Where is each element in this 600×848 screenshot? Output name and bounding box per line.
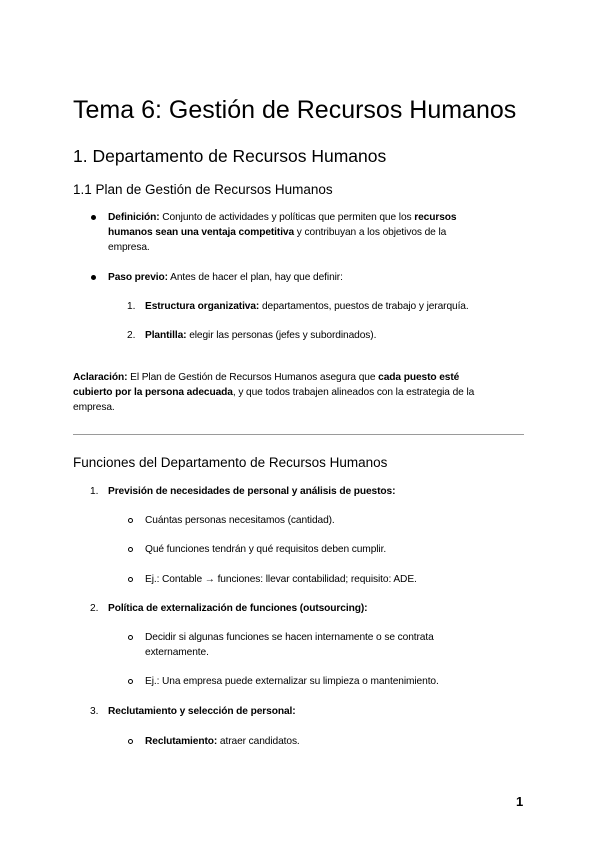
item-text: departamentos, puestos de trabajo y jerarquía. xyxy=(259,301,469,312)
note-label: Aclaración: xyxy=(73,372,128,383)
function-label: Previsión de necesidades de personal y análisis de puestos: xyxy=(108,486,396,497)
note-bold: cada puesto esté xyxy=(378,372,460,383)
list-marker: 1. xyxy=(127,301,136,312)
definition-bold: recursos xyxy=(414,212,457,223)
bullet-dot xyxy=(91,215,96,220)
sub-item: Decidir si algunas funciones se hacen internamente o se contrata xyxy=(145,632,434,643)
function-item xyxy=(108,601,367,616)
function-label: Reclutamiento y selección de personal: xyxy=(108,706,296,717)
sub-item xyxy=(145,734,300,749)
section-heading: 1. Departamento de Recursos Humanos xyxy=(73,146,387,166)
note-text: , y que todos trabajen alineados con la estrategia de la xyxy=(232,387,475,398)
item-label: Estructura organizativa: xyxy=(145,301,260,312)
definition-line-3: empresa. xyxy=(108,242,150,253)
sub-item: Cuántas personas necesitamos (cantidad). xyxy=(145,515,335,526)
function-item xyxy=(108,484,395,499)
sub-bullet-circle xyxy=(128,679,133,684)
sub-item: Qué funciones tendrán y qué requisitos deben cumplir. xyxy=(145,544,387,555)
definition-text: y contribuyan a los objetivos de la xyxy=(294,227,447,238)
paso-previo-text: Antes de hacer el plan, hay que definir: xyxy=(167,272,343,283)
sub-item-continuation: externamente. xyxy=(145,647,209,658)
note-line-1 xyxy=(73,370,459,385)
list-marker: 1. xyxy=(90,486,99,497)
sub-bullet-circle xyxy=(128,577,133,582)
sub-bullet-circle xyxy=(128,635,133,640)
item-text: elegir las personas (jefes y subordinados). xyxy=(186,330,377,341)
page-number: 1 xyxy=(516,794,524,809)
sub-bullet-circle xyxy=(128,739,133,744)
sub-item-text: atraer candidatos. xyxy=(217,736,300,747)
definition-label: Definición: xyxy=(108,212,160,223)
functions-heading: Funciones del Departamento de Recursos Humanos xyxy=(73,455,388,470)
sub-bullet-circle xyxy=(128,518,133,523)
definition-line-1 xyxy=(108,210,457,225)
sub-item: Ej.: Una empresa puede externalizar su limpieza o mantenimiento. xyxy=(145,676,439,687)
note-text: El Plan de Gestión de Recursos Humanos asegura que xyxy=(127,372,379,383)
definition-bold: humanos sean una ventaja competitiva xyxy=(108,227,295,238)
function-label: Política de externalización de funciones (outsourcing): xyxy=(108,603,368,614)
numbered-item xyxy=(145,299,469,314)
list-marker: 2. xyxy=(127,330,136,341)
subsection-heading: 1.1 Plan de Gestión de Recursos Humanos xyxy=(73,182,333,197)
paso-previo-label: Paso previo: xyxy=(108,272,168,283)
definition-line-2 xyxy=(108,225,446,240)
sub-item: Ej.: Contable → funciones: llevar contabilidad; requisito: ADE. xyxy=(145,574,417,585)
function-item xyxy=(108,704,296,719)
document-title: Tema 6: Gestión de Recursos Humanos xyxy=(73,96,517,124)
definition-text: Conjunto de actividades y políticas que permiten que los xyxy=(159,212,415,223)
list-marker: 3. xyxy=(90,706,99,717)
bullet-dot xyxy=(91,275,96,280)
item-label: Plantilla: xyxy=(145,330,187,341)
note-line-2 xyxy=(73,385,474,400)
paso-previo-line xyxy=(108,270,343,285)
sub-item-label: Reclutamiento: xyxy=(145,736,218,747)
numbered-item xyxy=(145,328,376,343)
horizontal-divider xyxy=(73,434,524,435)
note-line-3: empresa. xyxy=(73,402,115,413)
sub-bullet-circle xyxy=(128,547,133,552)
list-marker: 2. xyxy=(90,603,99,614)
note-bold: cubierto por la persona adecuada xyxy=(73,387,233,398)
